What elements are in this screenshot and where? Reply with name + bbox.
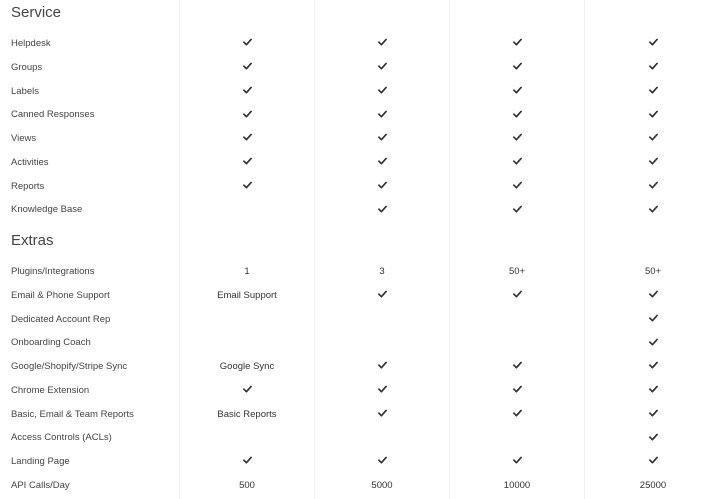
checkmark-icon	[316, 152, 448, 174]
checkmark-icon	[316, 33, 448, 55]
checkmark-icon	[586, 199, 720, 221]
checkmark-icon	[316, 356, 448, 378]
checkmark-icon	[586, 309, 720, 331]
table-row	[0, 332, 720, 354]
checkmark-icon	[316, 128, 448, 150]
feature-label: Email & Phone Support	[11, 289, 110, 301]
feature-label: Canned Responses	[11, 109, 95, 121]
empty-cell	[181, 332, 313, 354]
cell-value: 5000	[371, 479, 393, 491]
feature-label: Knowledge Base	[11, 204, 83, 216]
cell-value: Google Sync	[219, 361, 275, 372]
table-row	[0, 285, 720, 307]
feature-label: Views	[11, 133, 37, 144]
section-title: Service	[11, 4, 62, 21]
checkmark-icon	[451, 199, 583, 221]
checkmark-icon	[316, 451, 448, 473]
feature-label: Labels	[11, 85, 39, 97]
table-row	[0, 356, 720, 378]
checkmark-icon	[181, 176, 313, 198]
checkmark-icon	[451, 81, 583, 103]
feature-label: Groups	[11, 61, 43, 73]
checkmark-icon	[316, 285, 448, 307]
cell-value: Basic Reports	[217, 408, 277, 420]
checkmark-icon	[316, 404, 448, 426]
feature-label: Landing Page	[11, 456, 70, 467]
empty-cell	[451, 332, 583, 354]
checkmark-icon	[181, 451, 313, 473]
checkmark-icon	[316, 380, 448, 402]
empty-cell	[451, 427, 583, 449]
cell-value: Email Support	[217, 289, 277, 301]
feature-label: Access Controls (ACLs)	[11, 432, 112, 444]
checkmark-icon	[451, 451, 583, 473]
table-row	[0, 81, 720, 103]
checkmark-icon	[316, 104, 448, 126]
checkmark-icon	[586, 451, 720, 473]
checkmark-icon	[586, 81, 720, 103]
empty-cell	[181, 199, 313, 221]
table-row	[0, 261, 720, 283]
empty-cell	[316, 427, 448, 449]
section-title: Extras	[11, 232, 54, 249]
checkmark-icon	[586, 380, 720, 402]
checkmark-icon	[451, 404, 583, 426]
feature-label: Activities	[11, 156, 49, 168]
checkmark-icon	[586, 427, 720, 449]
checkmark-icon	[586, 404, 720, 426]
feature-label: Onboarding Coach	[11, 337, 91, 349]
empty-cell	[451, 309, 583, 331]
checkmark-icon	[451, 128, 583, 150]
cell-value: 25000	[639, 479, 667, 491]
checkmark-icon	[586, 128, 720, 150]
checkmark-icon	[586, 176, 720, 198]
checkmark-icon	[316, 81, 448, 103]
checkmark-icon	[451, 152, 583, 174]
feature-label: Dedicated Account Rep	[11, 313, 111, 325]
checkmark-icon	[451, 356, 583, 378]
checkmark-icon	[181, 104, 313, 126]
table-row	[0, 427, 720, 449]
empty-cell	[316, 332, 448, 354]
table-row	[0, 475, 720, 497]
checkmark-icon	[451, 33, 583, 55]
table-row	[0, 176, 720, 198]
table-row	[0, 128, 720, 150]
checkmark-icon	[586, 57, 720, 79]
checkmark-icon	[586, 104, 720, 126]
checkmark-icon	[181, 81, 313, 103]
feature-label: API Calls/Day	[11, 479, 70, 491]
checkmark-icon	[451, 285, 583, 307]
checkmark-icon	[316, 57, 448, 79]
checkmark-icon	[451, 176, 583, 198]
table-row	[0, 57, 720, 79]
table-row	[0, 380, 720, 402]
cell-value: 1	[244, 266, 250, 277]
cell-value: 50+	[644, 266, 662, 277]
checkmark-icon	[451, 380, 583, 402]
checkmark-icon	[181, 33, 313, 55]
table-row	[0, 451, 720, 473]
table-row	[0, 404, 720, 426]
table-row	[0, 309, 720, 331]
checkmark-icon	[181, 57, 313, 79]
checkmark-icon	[181, 152, 313, 174]
empty-cell	[316, 309, 448, 331]
checkmark-icon	[316, 199, 448, 221]
checkmark-icon	[586, 33, 720, 55]
checkmark-icon	[586, 332, 720, 354]
empty-cell	[181, 309, 313, 331]
checkmark-icon	[316, 176, 448, 198]
table-row	[0, 199, 720, 221]
checkmark-icon	[181, 128, 313, 150]
checkmark-icon	[451, 57, 583, 79]
checkmark-icon	[586, 285, 720, 307]
feature-label: Google/Shopify/Stripe Sync	[11, 361, 128, 372]
empty-cell	[181, 427, 313, 449]
table-row	[0, 33, 720, 55]
feature-label: Plugins/Integrations	[11, 266, 95, 277]
checkmark-icon	[181, 380, 313, 402]
cell-value: 50+	[508, 266, 526, 277]
feature-label: Chrome Extension	[11, 384, 90, 396]
feature-label: Helpdesk	[11, 38, 51, 49]
table-row	[0, 104, 720, 126]
checkmark-icon	[586, 152, 720, 174]
checkmark-icon	[451, 104, 583, 126]
feature-label: Reports	[11, 180, 45, 192]
checkmark-icon	[586, 356, 720, 378]
cell-value: 500	[239, 479, 255, 491]
cell-value: 10000	[503, 479, 531, 491]
cell-value: 3	[379, 266, 385, 277]
feature-label: Basic, Email & Team Reports	[11, 408, 134, 420]
table-row	[0, 152, 720, 174]
